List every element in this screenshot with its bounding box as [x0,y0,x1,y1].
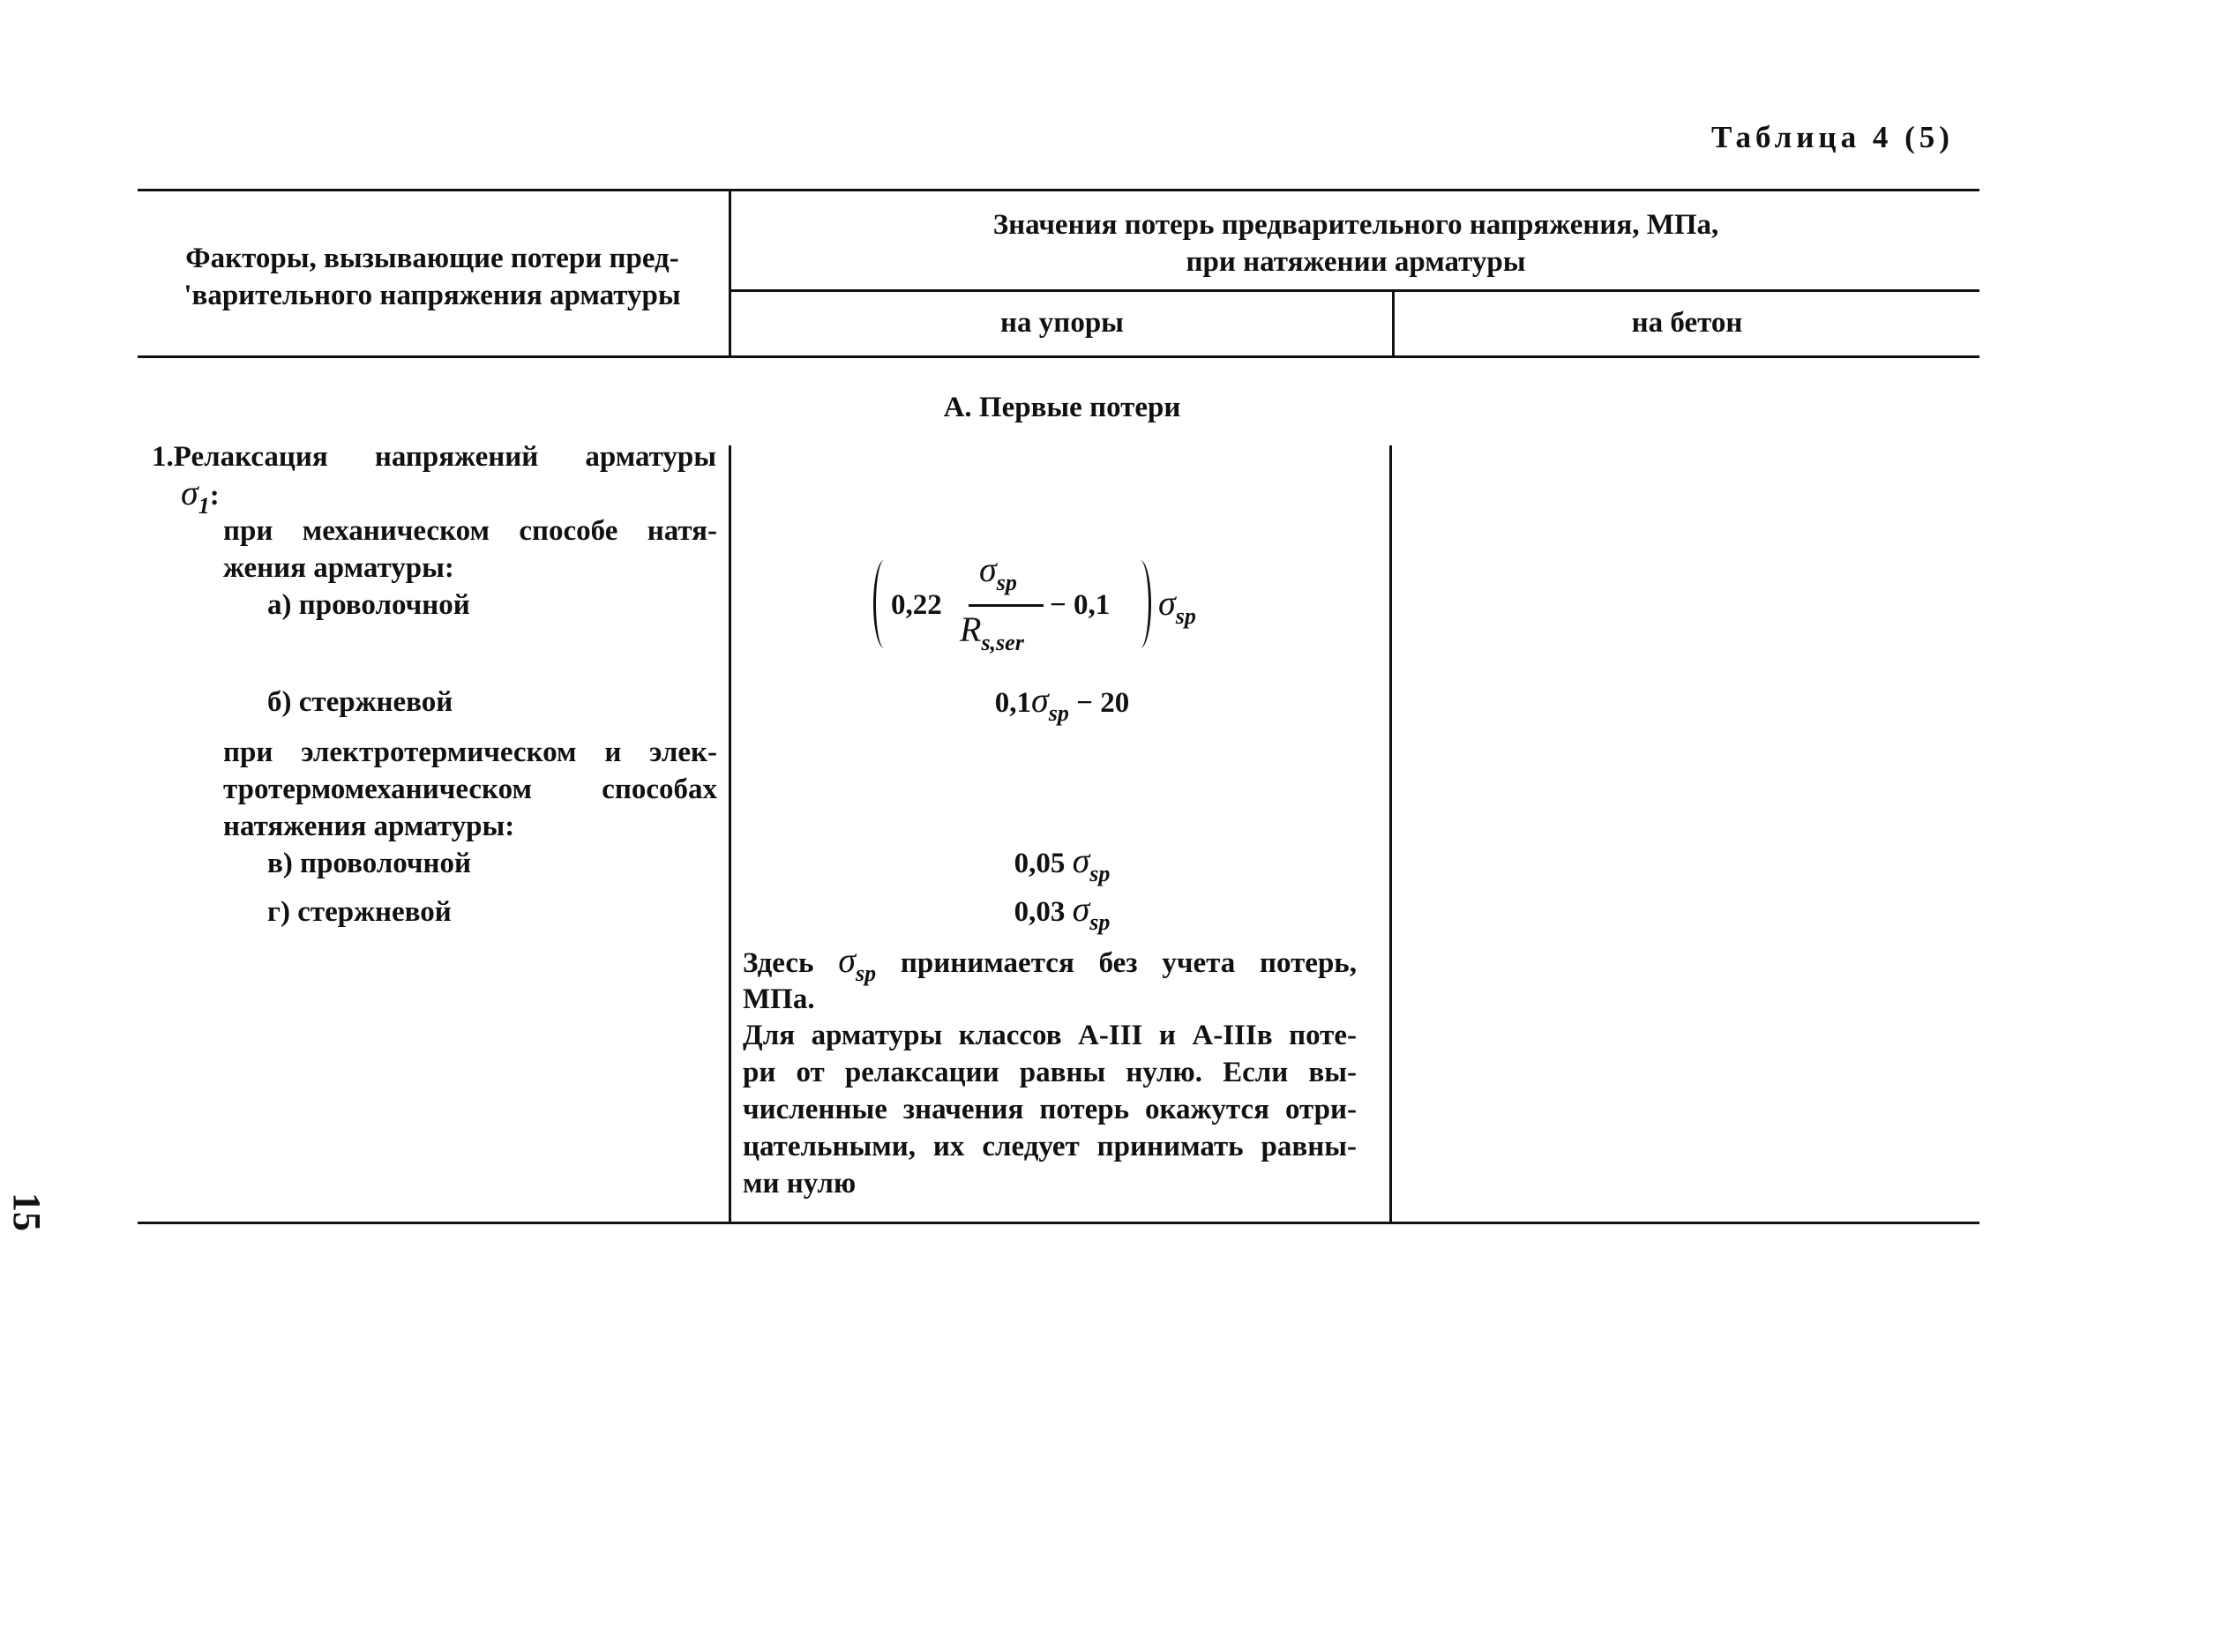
header-values-line2: при натяжении арматуры [1186,246,1526,278]
note-line-3: численные значения потерь окажутся отри- [743,1094,1357,1125]
page-number: 15 [5,1192,49,1231]
factor-item-title-3: арматуры [585,441,716,473]
table-bottom-rule [138,1222,1979,1224]
formula-a-mult: $\sigma_{sp}$ [1158,583,1196,629]
header-bottom-rule [138,355,1979,358]
formula-a-minus: − 0,1 [1050,589,1111,621]
factor-item-title-2: напряжений [374,441,539,473]
body-divider-right [1389,445,1392,1224]
formula-a-coef: 0,22 [891,589,942,621]
fraction-bar [969,604,1044,607]
note-here-line1: Здесь $\sigma_{sp}$ принимается без учета потерь, [743,940,1357,986]
factor-mech-line2: жения арматуры: [223,552,454,584]
paren-right [1129,560,1151,648]
factor-item-title [152,438,716,475]
note-line-2: ри от релаксации равны нулю. Если вы- [743,1057,1357,1088]
header-col-supports: на упоры [1000,307,1124,339]
body-divider-left [729,445,731,1224]
header-factors-line2: 'варительного напряжения арматуры [183,280,681,311]
factor-b-label: б) стержневой [267,686,453,718]
factor-mech-line1: при механическом способе натя- [223,515,717,547]
formula-g: 0,03 $\sigma_{sp}$ [1014,889,1111,935]
header-factors [138,240,727,314]
formula-a [873,551,1226,666]
factor-g-label: г) стержневой [267,896,452,928]
header-sub-rule [729,289,1979,292]
header-col-concrete: на бетон [1631,307,1743,339]
formula-b: $0,1\sigma_{sp} - 20$ [994,680,1130,726]
formula-a-numerator: $\sigma_{sp}$ [979,549,1017,595]
formula-a-denominator: $R_{s,ser}$ [960,609,1024,655]
formula-v: 0,05 $\sigma_{sp}$ [1014,841,1111,886]
factor-elec-line2: тротермомеханическом способах [223,774,717,805]
header-divider-left [729,189,731,356]
header-factors-line1: Факторы, вызывающие потери пред- [185,243,679,274]
header-values-line1: Значения потерь предварительного напряжения, МПа, [992,209,1719,241]
factor-v-label: в) проволочной [267,848,472,879]
table-caption: Таблица 4 (5) [1711,120,1954,154]
factor-elec-line3: натяжения арматуры: [223,811,515,842]
factor-a-label: а) проволочной [267,589,470,621]
section-title: А. Первые потери [943,392,1181,423]
factor-item-symbol: $\sigma_1$: [181,473,220,519]
note-line-5: ми нулю [743,1168,857,1200]
note-here-line2: МПа. [743,983,815,1015]
factor-item-title-1: 1.Релаксация [152,441,328,473]
note-line-1: Для арматуры классов А-III и А-IIIв поте- [743,1020,1357,1051]
table-top-rule [138,189,1979,191]
note-line-4: цательными, их следует принимать равны- [743,1131,1357,1162]
factor-elec-line1: при электротермическом и элек- [223,736,717,768]
header-values [732,206,1979,280]
